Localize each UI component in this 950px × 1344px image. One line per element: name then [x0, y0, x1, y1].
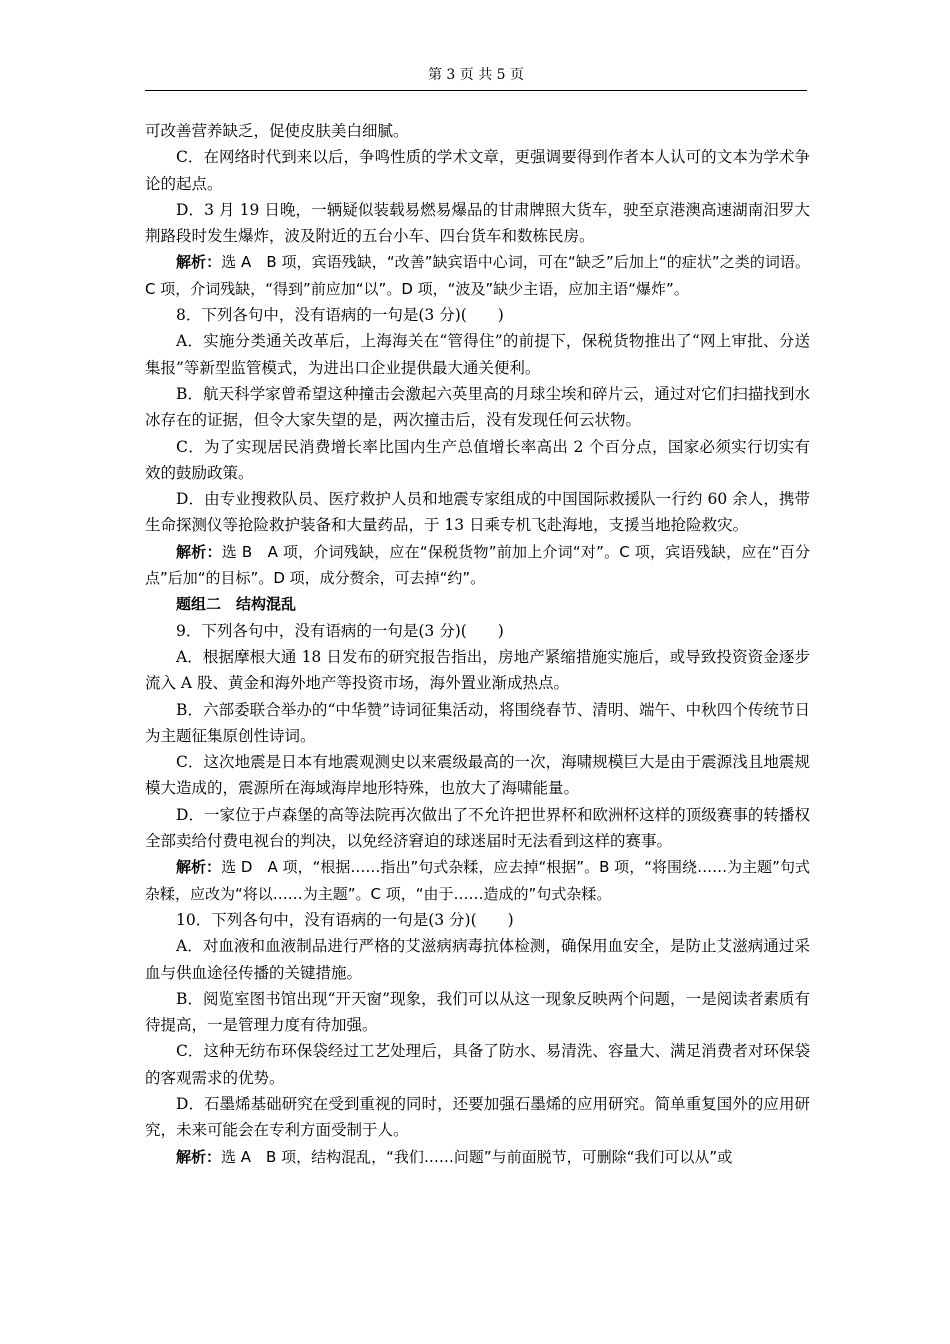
analysis-text: 选 D A 项，“根据……指出”句式杂糅，应去掉“根据”。B 项，“将围绕……为主题”句式杂糅，应改为“将以……为主题”。C 项，“由于……造成的”句式杂糅。	[145, 858, 810, 903]
analysis-text: 选 A B 项，宾语残缺，“改善”缺宾语中心词，可在“缺乏”后加上“的症状”之类的词语。C 项，介词残缺，“得到”前应加“以”。D 项，“波及”缺少主语，应加主语“爆炸”。	[145, 253, 810, 298]
q9-option-c: C．这次地震是日本有地震观测史以来震级最高的一次，海啸规模巨大是由于震源浅且地震规模大造成的，震源所在海域海岸地形特殊，也放大了海啸能量。	[145, 753, 810, 798]
group2-title: 题组二 结构混乱	[176, 595, 297, 614]
q8-option-c: C．为了实现居民消费增长率比国内生产总值增长率高出 2 个百分点，国家必须实行切实有效的鼓励政策。	[145, 437, 810, 482]
q10-option-d: D．石墨烯基础研究在受到重视的同时，还要加强石墨烯的应用研究。简单重复国外的应用研究，未来可能会在专利方面受制于人。	[145, 1094, 810, 1140]
analysis-text: 选 B A 项，介词残缺，应在“保税货物”前加上介词“对”。C 项，宾语残缺，应在“百分点”后加“的目标”。D 项，成分赘余，可去掉“约”。	[145, 542, 810, 588]
analysis-lead: 解析：	[176, 253, 222, 272]
q10-analysis	[145, 1144, 810, 1170]
q9-stem: 9．下列各句中，没有语病的一句是(3 分)( )	[176, 621, 504, 640]
q9-option-a: A．根据摩根大通 18 日发布的研究报告指出，房地产紧缩措施实施后，或导致投资资金逐步流入 A 股、黄金和海外地产等投资市场，海外置业渐成热点。	[145, 647, 810, 693]
q7-option-c: C．在网络时代到来以后，争鸣性质的学术文章，更强调要得到作者本人认可的文本为学术争论的起点。	[145, 148, 810, 193]
q8-analysis	[145, 539, 810, 592]
document-body	[145, 118, 810, 1170]
analysis-lead: 解析：	[176, 542, 222, 561]
q8-option-d: D．由专业搜救队员、医疗救护人员和地震专家组成的中国国际救援队一行约 60 余人，携带生命探测仪等抢险救护装备和大量药品，于 13 日乘专机飞赴海地，支援当地抢险救灾。	[145, 490, 810, 535]
q9-analysis	[145, 854, 810, 907]
q8-option-a: A．实施分类通关改革后，上海海关在“管得住”的前提下，保税货物推出了“网上审批、分送集报”等新型监管模式，为进出口企业提供最大通关便利。	[145, 332, 810, 377]
q10-option-c: C．这种无纺布环保袋经过工艺处理后，具备了防水、易清洗、容量大、满足消费者对环保袋的客观需求的优势。	[145, 1042, 810, 1087]
page-header	[145, 64, 807, 91]
q10-option-a: A．对血液和血液制品进行严格的艾滋病病毒抗体检测，确保用血安全，是防止艾滋病通过采血与供血途径传播的关键措施。	[145, 937, 810, 982]
analysis-text: 选 A B 项，结构混乱，“我们……问题”与前面脱节，可删除“我们可以从”或	[221, 1147, 733, 1166]
q7-analysis	[145, 249, 810, 302]
analysis-lead: 解析：	[176, 858, 222, 877]
q7-option-d: D．3 月 19 日晚，一辆疑似装载易燃易爆品的甘肃牌照大货车，驶至京港澳高速湖南汨罗大荆路段时发生爆炸，波及附近的五台小车、四台货车和数栋民房。	[145, 200, 810, 246]
analysis-lead: 解析：	[176, 1147, 222, 1166]
q9-option-b: B．六部委联合举办的“中华赞”诗词征集活动，将围绕春节、清明、端午、中秋四个传统节日为主题征集原创性诗词。	[145, 700, 810, 745]
q8-option-b: B．航天科学家曾希望这种撞击会激起六英里高的月球尘埃和碎片云，通过对它们扫描找到水冰存在的证据，但令大家失望的是，两次撞击后，没有发现任何云状物。	[145, 384, 810, 430]
continuation-text: 可改善营养缺乏，促使皮肤美白细腻。	[145, 122, 409, 140]
page-indicator: 第 3 页 共 5 页	[427, 67, 525, 83]
q9-option-d: D．一家位于卢森堡的高等法院再次做出了不允许把世界杯和欧洲杯这样的顶级赛事的转播权全部卖给付费电视台的判决，以免经济窘迫的球迷届时无法看到这样的赛事。	[145, 805, 810, 851]
q10-stem: 10．下列各句中，没有语病的一句是(3 分)( )	[176, 910, 514, 929]
q8-stem: 8．下列各句中，没有语病的一句是(3 分)( )	[176, 306, 504, 325]
q10-option-b: B．阅览室图书馆出现“开天窗”现象，我们可以从这一现象反映两个问题，一是阅读者素质有待提高，一是管理力度有待加强。	[145, 989, 810, 1035]
